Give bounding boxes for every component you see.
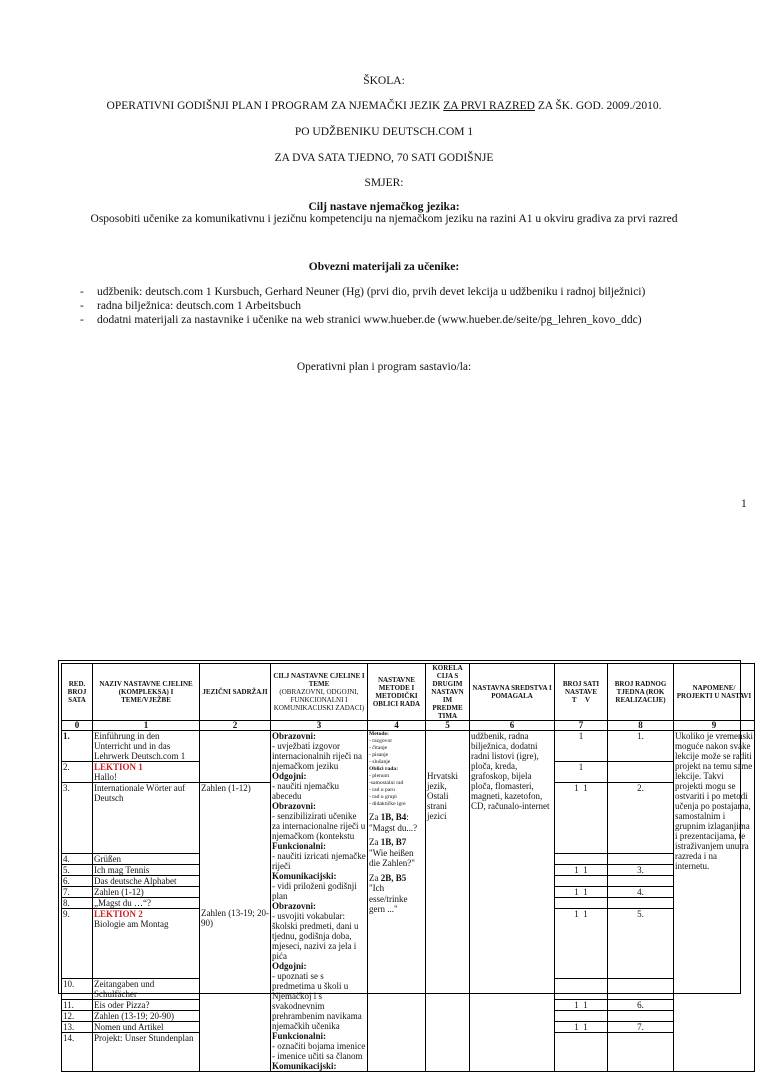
- method-line: [369, 731, 424, 738]
- method-line: -samostalni rad: [369, 780, 404, 786]
- row-title: Zeitangaben und Schulfächer: [93, 979, 200, 1000]
- week-cell: [608, 897, 674, 908]
- materials-list: [80, 285, 645, 327]
- row-title: [93, 762, 200, 783]
- plan-table-frame: [58, 660, 753, 1071]
- method-line: - čitanje: [369, 745, 388, 751]
- row-title: „Magst du …“?: [93, 897, 200, 908]
- language-content: Zahlen (13-19; 20-90): [200, 908, 271, 1072]
- method-ref-bold: 1B, B4: [380, 812, 407, 822]
- goal-heading: Odgojni:: [272, 771, 307, 781]
- row-title: Grüßen: [93, 853, 200, 864]
- goal-text: Osposobiti učenike za komunikativnu i jezičnu kompetenciju na njemačkom jeziku na razini A1 u okviru gradiva za prvi razred: [90, 213, 678, 225]
- goal-line: - vidi priloženi godišnji plan: [272, 881, 357, 901]
- goal-line: - uvježbati izgovor internacionalnih riječi na njemačkom jeziku: [272, 741, 362, 771]
- lesson-label: LEKTION 2: [94, 908, 143, 919]
- hours-cell: 1 1: [555, 783, 608, 854]
- row-number: 11.: [62, 1000, 93, 1011]
- method-ref-line: "Magst du...?: [369, 822, 418, 833]
- method-line: - slušanje: [369, 759, 391, 765]
- header-napomene: NAPOMENE/ PROJEKTI U NASTAVI: [674, 664, 755, 721]
- goal-line: [272, 961, 366, 971]
- hours-cell: 1: [555, 762, 608, 783]
- method-references: [369, 812, 424, 915]
- methods-list: [369, 731, 424, 808]
- row-title: Zahlen (13-19; 20-90): [93, 1011, 200, 1022]
- header-korelacija: KORELA CIJA S DRUGIM NASTAVN IM PREDME TIMA: [426, 664, 470, 721]
- row-title-text: Hallo!: [94, 772, 117, 782]
- week-cell: [608, 762, 674, 783]
- column-number-row: 0 1 2 3 4 5 6 7 8 9: [62, 721, 755, 731]
- school-label: ŠKOLA:: [363, 75, 405, 87]
- method-line: - pisanje: [369, 752, 389, 758]
- goal-heading: Komunikacijski:: [272, 871, 337, 881]
- method-line: - razgovor: [369, 738, 393, 744]
- plan-title: [0, 100, 768, 112]
- method-line: - rad u grupi: [369, 794, 397, 800]
- hours-cell: 1 1: [555, 886, 608, 897]
- header-jezicni: JEZIČNI SADRŽAJI: [200, 664, 271, 721]
- row-number: 1.: [62, 731, 93, 762]
- correlation-cell: [426, 731, 470, 1072]
- list-item: - dodatni materijali za nastavnike i učenike na web stranici www.hueber.de (www.hueber.de/seite/pg_lehren_kovo_ddc): [80, 314, 642, 326]
- method-ref-line: "Ich esse/trinke gern ...": [369, 883, 408, 914]
- row-title: Internationale Wörter auf Deutsch: [93, 783, 200, 854]
- row-title: Einführung in den Unterricht und in das Lehrwerk Deutsch.com 1: [93, 731, 200, 762]
- notes-cell: Ukoliko je vremenski moguće nakon svake lekcije može se raditi projekt na temu same lekcije. Takvi projekti mogu se ostvariti i po metodi učenja po postajama, samostalnim i grupnim izlaganjima i prezentacijama, te istraživanjem unutra razreda i na internetu.: [674, 731, 755, 1072]
- list-item: - udžbenik: deutsch.com 1 Kursbuch, Gerhard Neuner (Hg) (prvi dio, prvih devet lekcija u udžbeniku i radnoj bilježnici): [80, 286, 646, 298]
- week-cell: [608, 875, 674, 886]
- week-cell: 2.: [608, 783, 674, 854]
- hours-cell: [555, 979, 608, 1000]
- row-number: 12.: [62, 1011, 93, 1022]
- hours-cell: 1 1: [555, 1000, 608, 1011]
- method-ref-bold: 1B, B7: [380, 837, 407, 847]
- method-heading: Metode:: [369, 731, 389, 737]
- row-title-text: Biologie am Montag: [94, 918, 169, 929]
- methods-cell: [368, 731, 426, 1072]
- goal-line: [272, 1031, 366, 1041]
- row-title: [93, 908, 200, 979]
- hours-cell: 1 1: [555, 864, 608, 875]
- goal-line: - označiti bojama imenice - imenice učiti sa članom: [272, 1041, 366, 1061]
- method-line: [369, 766, 424, 773]
- table-row: [62, 731, 755, 762]
- language-content: Zahlen (1-12): [200, 783, 271, 909]
- header-tjedan: BROJ RADNOG TJEDNA (ROK REALIZACIJE): [608, 664, 674, 721]
- row-number: 3.: [62, 783, 93, 854]
- author-line: Operativni plan i program sastavio/la:: [296, 361, 472, 373]
- goal-heading: Obrazovni:: [272, 901, 316, 911]
- goal-heading: Komunikacijski:: [272, 1061, 337, 1071]
- header-cilj: CILJ NASTAVNE CJELINE I TEME (OBRAZOVNI, ODGOJNI, FUNKCIONALNI I KOMUNIKACIJSKI ZADACI): [271, 664, 368, 721]
- row-title: Eis oder Pizza?: [93, 1000, 200, 1011]
- header-red-broj: RED. BROJ SATA: [62, 664, 93, 721]
- goal-line: [272, 731, 366, 741]
- header-metode: NASTAVNE METODE I METODIČKI OBLICI RADA: [368, 664, 426, 721]
- goal-line: [272, 871, 366, 881]
- week-cell: 1.: [608, 731, 674, 762]
- row-number: 13.: [62, 1022, 93, 1033]
- row-title: Zahlen (1-12): [93, 886, 200, 897]
- row-title: Das deutsche Alphabet: [93, 875, 200, 886]
- row-number: 14.: [62, 1033, 93, 1072]
- hours-cell: [555, 1033, 608, 1072]
- row-title: Projekt: Unser Stundenplan: [93, 1033, 200, 1072]
- page-number: 1: [741, 498, 747, 510]
- row-number: 5.: [62, 864, 93, 875]
- correlation-text: Hrvatski jezik, Ostali strani jezici: [427, 771, 458, 821]
- row-number: 6.: [62, 875, 93, 886]
- list-item: - radna bilježnica: deutsch.com 1 Arbeitsbuch: [80, 300, 302, 312]
- hours-cell: 1 1: [555, 1022, 608, 1033]
- goal-line: [272, 801, 366, 811]
- goal-heading: Funkcionalni:: [272, 841, 327, 851]
- goal-line: [272, 841, 366, 851]
- hours-cell: [555, 1011, 608, 1022]
- method-ref-line: Za 2B, B5: [369, 872, 407, 883]
- header-broj-sati: BROJ SATI NASTAVE T V: [555, 664, 608, 721]
- week-cell: [608, 1033, 674, 1072]
- goal-line: - naučiti njemačku abecedu: [272, 781, 339, 801]
- row-title: Nomen und Artikel: [93, 1022, 200, 1033]
- week-cell: 5.: [608, 908, 674, 979]
- method-ref-line: "Wie heißen die Zahlen?": [369, 847, 415, 868]
- week-cell: [608, 979, 674, 1000]
- row-number: 10.: [62, 979, 93, 1000]
- goal-line: [272, 901, 366, 911]
- goal-title: Cilj nastave njemačkog jezika:: [308, 201, 460, 213]
- goal-line: - senzibilizirati učenike za internacionalne riječi u njemačkom (kontekstu: [272, 811, 366, 841]
- method-line: - rad u paru: [369, 787, 395, 793]
- language-content: [200, 731, 271, 783]
- row-number: 7.: [62, 886, 93, 897]
- row-number: 4.: [62, 853, 93, 864]
- hours-cell: [555, 875, 608, 886]
- week-cell: 7.: [608, 1022, 674, 1033]
- goal-heading: Funkcionalni:: [272, 1031, 327, 1041]
- week-cell: [608, 1011, 674, 1022]
- method-ref-bold: 2B, B5: [380, 872, 407, 883]
- week-cell: 4.: [608, 886, 674, 897]
- goal-line: [272, 1061, 366, 1071]
- goal-line: [272, 771, 366, 781]
- goal-heading: Odgojni:: [272, 961, 307, 971]
- hours-cell: 1: [555, 731, 608, 762]
- hours-cell: [555, 897, 608, 908]
- hours-cell: [555, 853, 608, 864]
- hours-line: ZA DVA SATA TJEDNO, 70 SATI GODIŠNJE: [274, 152, 494, 164]
- goal-heading: Obrazovni:: [272, 731, 316, 741]
- plan-title-prefix: OPERATIVNI GODIŠNJI PLAN I PROGRAM ZA NJEMAČKI JEZIK: [106, 100, 444, 112]
- goal-line: - naučiti izricati njemačke riječi: [272, 851, 366, 871]
- week-cell: [608, 853, 674, 864]
- materials-title: Obvezni materijali za učenike:: [308, 261, 460, 273]
- plan-table: [61, 663, 755, 1072]
- plan-title-underlined: ZA PRVI RAZRED: [443, 100, 535, 112]
- direction-label: SMJER:: [364, 177, 404, 189]
- row-title: Ich mag Tennis: [93, 864, 200, 875]
- row-number: 9.: [62, 908, 93, 979]
- header-naziv: NAZIV NASTAVNE CJELINE (KOMPLEKSA) I TEME/VJEŽBE: [93, 664, 200, 721]
- method-ref-line: Za 1B, B4:: [369, 812, 409, 822]
- row-number: 8.: [62, 897, 93, 908]
- method-heading: Oblici rada:: [369, 766, 399, 772]
- aids-cell: udžbenik, radna bilježnica, dodatni radni listovi (igre), ploča, kreda, grafoskop, bijela ploča, flomasteri, magneti, kazetofon, CD, računalo-internet: [470, 731, 555, 1072]
- goal-line: - usvojiti vokabular: školski predmeti, dani u tjednu, godišnja doba, mjeseci, nazivi za jela i pića: [272, 911, 359, 961]
- method-ref-line: Za 1B, B7: [369, 837, 407, 847]
- header-sredstva: NASTAVNA SREDSTVA I POMAGALA: [470, 664, 555, 721]
- hours-cell: 1 1: [555, 908, 608, 979]
- goal-line: - upoznati se s predmetima u školi u Njemačkoj i s svakodnevnim prehrambenim navikama njemačkih učenika: [272, 971, 362, 1031]
- textbook-line: PO UDŽBENIKU DEUTSCH.COM 1: [294, 126, 474, 138]
- row-number: 2.: [62, 762, 93, 783]
- goals-cell: [271, 731, 368, 1072]
- lesson-label: LEKTION 1: [94, 762, 143, 772]
- goal-heading: Obrazovni:: [272, 801, 316, 811]
- method-line: - plenum: [369, 773, 390, 779]
- method-line: - didaktičke igre: [369, 801, 406, 807]
- week-cell: 6.: [608, 1000, 674, 1011]
- plan-title-suffix: ZA ŠK. GOD. 2009./2010.: [534, 100, 662, 112]
- week-cell: 3.: [608, 864, 674, 875]
